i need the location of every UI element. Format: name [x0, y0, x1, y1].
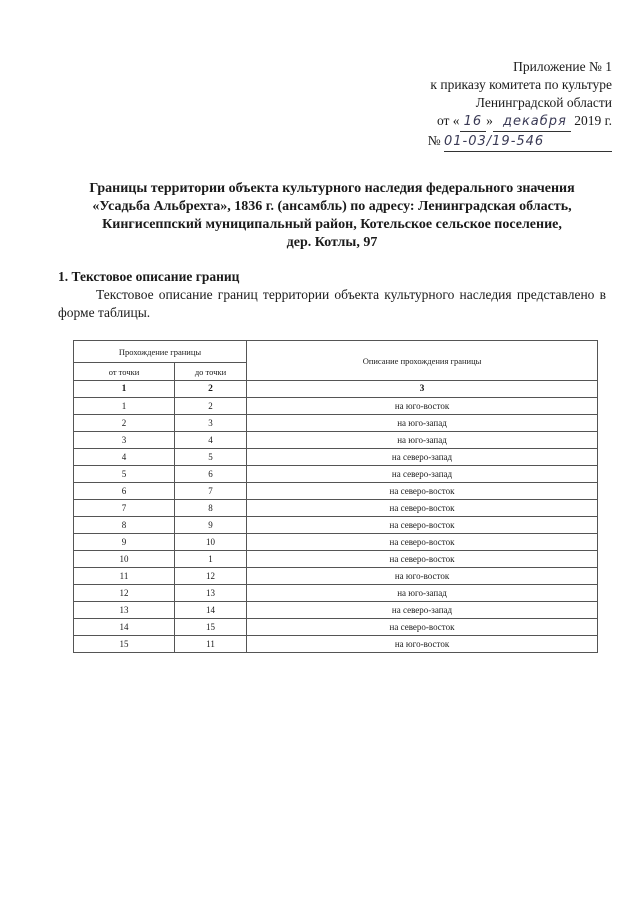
title-line: дер. Котлы, 97	[286, 235, 378, 250]
column-number-row	[74, 381, 598, 398]
cell-description: на юго-восток	[247, 398, 598, 415]
date-prefix: от «	[436, 113, 460, 128]
cell-description: на северо-запад	[247, 449, 598, 466]
table-row	[74, 415, 598, 432]
date-mid: »	[486, 113, 493, 128]
cell-to-point: 9	[175, 517, 247, 534]
cell-description: на юго-запад	[247, 585, 598, 602]
table-row	[74, 568, 598, 585]
cell-from-point: 15	[74, 636, 175, 653]
cell-to-point: 15	[175, 619, 247, 636]
cell-description: на северо-восток	[247, 534, 598, 551]
title-line: Границы территории объекта культурного наследия федерального значения	[89, 181, 575, 196]
header-to-point: до точки	[175, 363, 247, 381]
cell-description: на юго-запад	[247, 415, 598, 432]
cell-to-point: 10	[175, 534, 247, 551]
cell-from-point: 9	[74, 534, 175, 551]
cell-to-point: 11	[175, 636, 247, 653]
table-row	[74, 483, 598, 500]
section-heading: 1. Текстовое описание границ	[58, 269, 240, 284]
appendix-title: Приложение № 1	[513, 59, 612, 74]
col-number: 3	[247, 381, 598, 398]
cell-description: на северо-восток	[247, 517, 598, 534]
cell-to-point: 13	[175, 585, 247, 602]
appendix-date	[428, 112, 612, 132]
cell-description: на юго-восток	[247, 636, 598, 653]
table-row	[74, 517, 598, 534]
date-month: декабря	[493, 113, 571, 132]
cell-from-point: 13	[74, 602, 175, 619]
header-description: Описание прохождения границы	[247, 341, 598, 381]
cell-to-point: 5	[175, 449, 247, 466]
cell-from-point: 11	[74, 568, 175, 585]
cell-to-point: 4	[175, 432, 247, 449]
cell-from-point: 2	[74, 415, 175, 432]
col-number: 1	[74, 381, 175, 398]
document-title	[58, 180, 606, 252]
table-row	[74, 466, 598, 483]
table-row	[74, 432, 598, 449]
cell-to-point: 1	[175, 551, 247, 568]
cell-from-point: 8	[74, 517, 175, 534]
appendix-region: Ленинградской области	[475, 95, 612, 110]
cell-description: на северо-восток	[247, 500, 598, 517]
appendix-number	[428, 132, 612, 152]
table-row	[74, 619, 598, 636]
cell-to-point: 14	[175, 602, 247, 619]
cell-description: на северо-восток	[247, 551, 598, 568]
cell-from-point: 7	[74, 500, 175, 517]
cell-to-point: 8	[175, 500, 247, 517]
number-value: 01-03/19-546	[444, 133, 612, 152]
cell-description: на северо-восток	[247, 483, 598, 500]
cell-description: на северо-запад	[247, 602, 598, 619]
table-row	[74, 500, 598, 517]
table-row	[74, 449, 598, 466]
table-row	[74, 636, 598, 653]
cell-description: на юго-восток	[247, 568, 598, 585]
appendix-block	[428, 58, 612, 152]
date-day: 16	[460, 113, 487, 132]
cell-from-point: 14	[74, 619, 175, 636]
header-from-point: от точки	[74, 363, 175, 381]
cell-from-point: 4	[74, 449, 175, 466]
cell-from-point: 10	[74, 551, 175, 568]
cell-from-point: 3	[74, 432, 175, 449]
date-year: 2019 г.	[574, 113, 612, 128]
cell-from-point: 12	[74, 585, 175, 602]
table-row	[74, 534, 598, 551]
cell-to-point: 6	[175, 466, 247, 483]
col-number: 2	[175, 381, 247, 398]
header-boundary-passage: Прохождение границы	[74, 341, 247, 363]
cell-to-point: 3	[175, 415, 247, 432]
section-paragraph: Текстовое описание границ территории объекта культурного наследия представлено в форме таблицы.	[58, 287, 606, 320]
cell-from-point: 1	[74, 398, 175, 415]
appendix-order-ref: к приказу комитета по культуре	[430, 77, 612, 92]
cell-description: на северо-запад	[247, 466, 598, 483]
cell-description: на юго-запад	[247, 432, 598, 449]
boundary-table-wrapper	[73, 340, 597, 653]
cell-description: на северо-восток	[247, 619, 598, 636]
section-text-description	[58, 268, 606, 322]
title-line: «Усадьба Альбрехта», 1836 г. (ансамбль) по адресу: Ленинградская область,	[92, 199, 572, 214]
title-line: Кингисеппский муниципальный район, Котельское сельское поселение,	[102, 217, 562, 232]
cell-from-point: 5	[74, 466, 175, 483]
table-row	[74, 585, 598, 602]
cell-from-point: 6	[74, 483, 175, 500]
table-row	[74, 551, 598, 568]
cell-to-point: 7	[175, 483, 247, 500]
cell-to-point: 2	[175, 398, 247, 415]
boundary-table	[73, 340, 598, 653]
table-row	[74, 398, 598, 415]
table-row	[74, 602, 598, 619]
cell-to-point: 12	[175, 568, 247, 585]
number-prefix: №	[427, 133, 441, 148]
